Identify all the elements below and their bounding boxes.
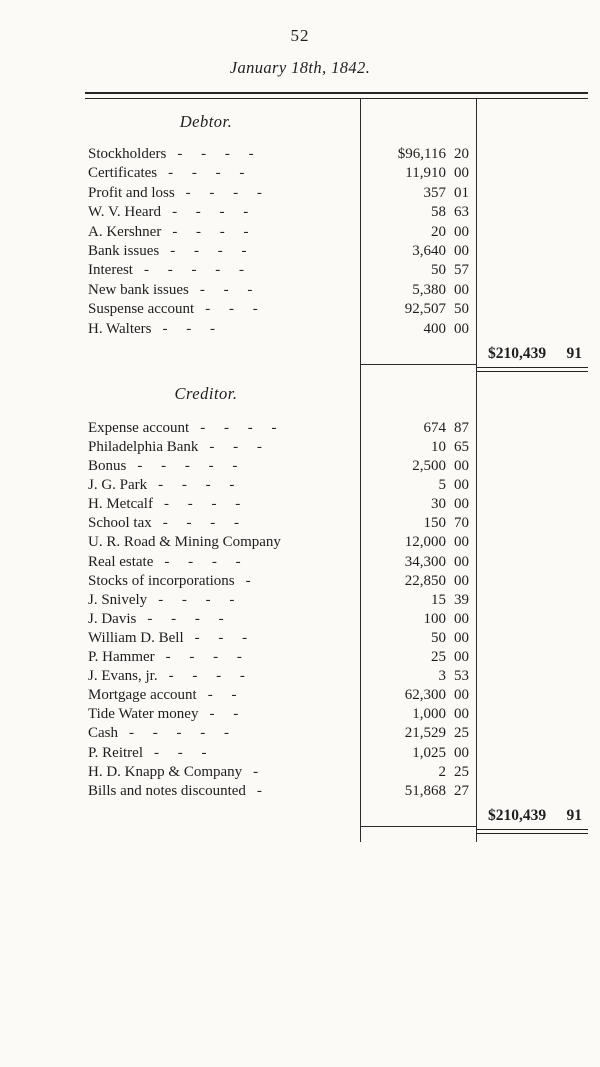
- amount-cents: 00: [454, 706, 469, 723]
- account-cell: [85, 763, 360, 782]
- creditor-total-dollars: $210,439: [488, 806, 547, 824]
- dash-leaders: - -: [207, 687, 237, 704]
- debtor-total: [477, 342, 588, 365]
- amount-cents: 00: [454, 320, 469, 337]
- amount-dollars: 2: [438, 763, 446, 780]
- dash-leaders: - - - -: [165, 649, 242, 666]
- amount-cents: 00: [454, 572, 469, 589]
- account-name: Cash: [88, 725, 118, 742]
- debtor-total-row: [85, 339, 588, 365]
- amount-cell: [360, 724, 477, 743]
- account-name: P. Reitrel: [88, 744, 143, 761]
- amount-dollars: 357: [423, 184, 446, 201]
- account-cell: [85, 145, 360, 164]
- account-cell: [85, 203, 360, 222]
- amount-dollars: 5,380: [412, 281, 446, 298]
- account-cell: [85, 705, 360, 724]
- amount-dollars: 5: [438, 477, 446, 494]
- dash-leaders: - -: [209, 706, 239, 723]
- ledger-row: [85, 164, 588, 183]
- account-cell: [85, 300, 360, 319]
- account-cell: [85, 514, 360, 533]
- totals-cell: [477, 591, 588, 610]
- ledger-row: [85, 553, 588, 572]
- ledger-row: [85, 667, 588, 686]
- amount-cents: 01: [454, 184, 469, 201]
- spacer-row: [85, 375, 588, 383]
- totals-cell: [477, 572, 588, 591]
- page-number: 52: [290, 26, 310, 45]
- ledger-table: [85, 92, 588, 842]
- account-name: H. Metcalf: [88, 496, 153, 513]
- amount-cents: 00: [454, 629, 469, 646]
- amount-dollars: 50: [431, 629, 446, 646]
- amount-cell: [360, 514, 477, 533]
- totals-cell: [477, 261, 588, 280]
- dash-leaders: - - -: [209, 439, 262, 455]
- dash-leaders: -: [256, 782, 262, 799]
- amount-cents: 00: [454, 496, 469, 513]
- amount-dollars: 50: [431, 262, 446, 279]
- account-name: W. V. Heard: [88, 204, 162, 221]
- amount-dollars: 15: [431, 591, 446, 608]
- amount-cell: [360, 782, 477, 801]
- amount-cell: [360, 763, 477, 782]
- amount-cell: [360, 320, 477, 339]
- amount-dollars: 3: [438, 668, 446, 685]
- amount-cell: [360, 476, 477, 495]
- debtor-closing-rule: [360, 339, 477, 365]
- dash-leaders: - - - -: [200, 419, 277, 436]
- account-name: Bank issues: [88, 242, 160, 259]
- amount-cell: [360, 686, 477, 705]
- amount-cents: 87: [454, 419, 469, 436]
- amount-cell: [360, 261, 477, 280]
- amount-dollars: 150: [423, 515, 446, 532]
- amount-dollars: 34,300: [404, 553, 446, 570]
- amount-cell: [360, 610, 477, 629]
- totals-cell: [477, 724, 588, 743]
- account-name: U. R. Road & Mining Company: [88, 534, 281, 551]
- dash-leaders: - - - - -: [129, 725, 229, 742]
- amount-cents: 25: [454, 725, 469, 742]
- ledger-row: [85, 572, 588, 591]
- account-cell: [85, 184, 360, 203]
- ledger-row: [85, 457, 588, 476]
- amount-cell: [360, 495, 477, 514]
- amount-cell: [360, 242, 477, 261]
- account-name: Stockholders: [88, 146, 167, 162]
- account-name: H. Walters: [88, 320, 152, 337]
- totals-cell: [477, 320, 588, 339]
- account-cell: [85, 744, 360, 763]
- dash-leaders: - - - - -: [137, 458, 238, 475]
- account-cell: [85, 261, 360, 280]
- account-cell: [85, 533, 360, 552]
- totals-cell: [477, 553, 588, 572]
- account-cell: [85, 438, 360, 457]
- amount-dollars: 1,000: [412, 706, 446, 723]
- ledger-row: [85, 281, 588, 300]
- amount-cell: [360, 438, 477, 457]
- creditor-heading-row: [85, 383, 588, 405]
- account-name: Bonus: [88, 458, 127, 475]
- account-cell: [85, 419, 360, 438]
- spacer-row: [85, 133, 588, 145]
- debtor-entries: [85, 145, 588, 339]
- account-name: William D. Bell: [88, 629, 184, 646]
- debtor-heading: Debtor.: [179, 112, 233, 131]
- dash-leaders: - - -: [194, 629, 248, 646]
- totals-cell: [477, 184, 588, 203]
- debtor-total-dollars: $210,439: [488, 344, 547, 362]
- dash-leaders: -: [245, 572, 251, 589]
- ledger-row: [85, 591, 588, 610]
- amount-cents: 00: [454, 242, 469, 259]
- amount-cents: 00: [454, 534, 469, 551]
- ledger-row: [85, 184, 588, 203]
- amount-cents: 00: [454, 610, 469, 627]
- dash-leaders: - - - -: [168, 668, 245, 685]
- ledger-row: [85, 629, 588, 648]
- amount-cell: [360, 705, 477, 724]
- amount-cents: 20: [454, 146, 469, 162]
- amount-cell: [360, 184, 477, 203]
- amount-cents: 00: [454, 458, 469, 475]
- totals-cell: [477, 242, 588, 261]
- dash-leaders: - - - -: [162, 515, 239, 532]
- amount-dollars: 100: [423, 610, 446, 627]
- account-cell: [85, 782, 360, 801]
- totals-cell: [477, 514, 588, 533]
- amount-cell: [360, 744, 477, 763]
- ledger-row: [85, 705, 588, 724]
- totals-cell: [477, 629, 588, 648]
- date-heading: January 18th, 1842.: [229, 58, 371, 77]
- amount-cents: 00: [454, 687, 469, 704]
- account-cell: [85, 476, 360, 495]
- account-cell: [85, 667, 360, 686]
- totals-cell: [477, 300, 588, 319]
- account-cell: [85, 553, 360, 572]
- amount-dollars: 20: [431, 223, 446, 240]
- account-name: Profit and loss: [88, 184, 175, 201]
- amount-dollars: 12,000: [404, 534, 446, 551]
- totals-cell: [477, 648, 588, 667]
- totals-cell: [477, 744, 588, 763]
- debtor-total-cents: 91: [566, 344, 582, 362]
- totals-cell: [477, 476, 588, 495]
- creditor-total-cents: 91: [566, 806, 582, 824]
- amount-dollars: $96,116: [397, 146, 446, 162]
- amount-cents: 53: [454, 668, 469, 685]
- ledger-row: [85, 495, 588, 514]
- dash-leaders: - - - -: [177, 146, 254, 162]
- amount-cell: [360, 667, 477, 686]
- amount-cents: 65: [454, 439, 469, 455]
- amount-cents: 70: [454, 515, 469, 532]
- account-cell: [85, 242, 360, 261]
- totals-cell: [477, 667, 588, 686]
- amount-cents: 00: [454, 281, 469, 298]
- ledger-row: [85, 145, 588, 164]
- account-name: Stocks of incorporations: [88, 572, 235, 589]
- dash-leaders: - - -: [162, 320, 216, 337]
- account-name: J. G. Park: [88, 477, 148, 494]
- amount-cents: 57: [454, 262, 469, 279]
- totals-cell: [477, 495, 588, 514]
- amount-dollars: 25: [431, 649, 446, 666]
- amount-cents: 27: [454, 782, 469, 799]
- account-cell: [85, 457, 360, 476]
- spacer-row: [85, 837, 588, 842]
- dash-leaders: - - - -: [164, 553, 241, 570]
- dash-leaders: - - -: [154, 744, 207, 761]
- account-cell: [85, 724, 360, 743]
- amount-dollars: 674: [423, 419, 446, 436]
- amount-cents: 00: [454, 223, 469, 240]
- amount-cents: 25: [454, 763, 469, 780]
- amount-dollars: 51,868: [404, 782, 446, 799]
- account-name: J. Evans, jr.: [88, 668, 158, 685]
- creditor-heading: Creditor.: [174, 383, 238, 403]
- ledger-row: [85, 763, 588, 782]
- amount-cell: [360, 145, 477, 164]
- amount-dollars: 30: [431, 496, 446, 513]
- amount-cell: [360, 457, 477, 476]
- amount-cell: [360, 203, 477, 222]
- dash-leaders: - - - -: [163, 496, 241, 513]
- account-name: J. Snively: [88, 591, 148, 608]
- amount-cents: 00: [454, 744, 469, 761]
- ledger-row: [85, 203, 588, 222]
- amount-dollars: 22,850: [404, 572, 446, 589]
- dash-leaders: - - - -: [147, 610, 224, 627]
- amount-dollars: 400: [423, 320, 446, 337]
- amount-cents: 00: [454, 649, 469, 666]
- account-name: Suspense account: [88, 301, 195, 318]
- totals-cell: [477, 686, 588, 705]
- ledger-row: [85, 744, 588, 763]
- dash-leaders: - - - -: [168, 165, 245, 182]
- creditor-total: [477, 804, 588, 827]
- amount-cell: [360, 281, 477, 300]
- amount-cell: [360, 223, 477, 242]
- top-double-rule: [85, 92, 588, 99]
- amount-cell: [360, 533, 477, 552]
- amount-dollars: 2,500: [412, 458, 446, 475]
- debtor-total-double-rule: [477, 367, 588, 372]
- totals-cell: [477, 705, 588, 724]
- amount-dollars: 21,529: [404, 725, 446, 742]
- debtor-heading-row: [85, 111, 588, 133]
- ledger-row: [85, 242, 588, 261]
- account-cell: [85, 164, 360, 183]
- amount-dollars: 3,640: [412, 242, 446, 259]
- account-cell: [85, 320, 360, 339]
- totals-cell: [477, 438, 588, 457]
- amount-cell: [360, 572, 477, 591]
- totals-cell: [477, 610, 588, 629]
- totals-cell: [477, 223, 588, 242]
- account-name: School tax: [88, 515, 152, 532]
- debtor-total-rule-row: [85, 365, 588, 375]
- ledger-row: [85, 320, 588, 339]
- account-name: J. Davis: [88, 610, 137, 627]
- totals-cell: [477, 457, 588, 476]
- creditor-total-rule-row: [85, 827, 588, 837]
- totals-cell: [477, 145, 588, 164]
- account-cell: [85, 223, 360, 242]
- dash-leaders: - - - -: [170, 242, 247, 259]
- account-name: Real estate: [88, 553, 154, 570]
- ledger-row: [85, 261, 588, 280]
- dash-leaders: - - -: [199, 281, 253, 298]
- amount-dollars: 1,025: [412, 744, 446, 761]
- account-cell: [85, 629, 360, 648]
- amount-cell: [360, 300, 477, 319]
- account-name: Bills and notes discounted: [88, 782, 246, 799]
- ledger-row: [85, 648, 588, 667]
- ledger-row: [85, 476, 588, 495]
- amount-cents: 50: [454, 301, 469, 318]
- dash-leaders: -: [253, 763, 259, 780]
- amount-cents: 39: [454, 591, 469, 608]
- creditor-closing-rule: [360, 801, 477, 827]
- ledger-row: [85, 419, 588, 438]
- totals-cell: [477, 419, 588, 438]
- creditor-total-double-rule: [477, 829, 588, 834]
- ledger-row: [85, 782, 588, 801]
- totals-cell: [477, 164, 588, 183]
- ledger-row: [85, 438, 588, 457]
- amount-cell: [360, 164, 477, 183]
- amount-cell: [360, 553, 477, 572]
- account-name: Tide Water money: [88, 706, 199, 723]
- spacer-row: [85, 405, 588, 419]
- amount-cell: [360, 648, 477, 667]
- dash-leaders: - - - -: [172, 204, 249, 221]
- account-name: P. Hammer: [88, 649, 155, 666]
- account-name: New bank issues: [88, 281, 189, 298]
- account-name: Interest: [88, 262, 133, 279]
- amount-cents: 00: [454, 553, 469, 570]
- totals-cell: [477, 763, 588, 782]
- creditor-total-row: [85, 801, 588, 827]
- account-cell: [85, 572, 360, 591]
- ledger-row: [85, 724, 588, 743]
- amount-dollars: 11,910: [405, 165, 446, 182]
- amount-dollars: 62,300: [404, 687, 446, 704]
- dash-leaders: - - - -: [185, 184, 262, 201]
- totals-cell: [477, 782, 588, 801]
- ledger-row: [85, 514, 588, 533]
- ledger-row: [85, 300, 588, 319]
- account-name: A. Kershner: [88, 223, 162, 240]
- dash-leaders: - - - -: [158, 591, 235, 608]
- totals-cell: [477, 281, 588, 300]
- account-cell: [85, 648, 360, 667]
- spacer-row: [85, 99, 588, 111]
- account-name: Expense account: [88, 419, 190, 436]
- amount-cell: [360, 591, 477, 610]
- amount-dollars: 58: [431, 204, 446, 221]
- amount-cents: 00: [454, 477, 469, 494]
- account-cell: [85, 610, 360, 629]
- dash-leaders: - - -: [205, 301, 258, 318]
- account-name: Philadelphia Bank: [88, 439, 199, 455]
- account-cell: [85, 495, 360, 514]
- ledger-row: [85, 610, 588, 629]
- totals-cell: [477, 203, 588, 222]
- ledger-row: [85, 686, 588, 705]
- dash-leaders: - - - - -: [143, 262, 244, 279]
- amount-cell: [360, 419, 477, 438]
- amount-cell: [360, 629, 477, 648]
- amount-cents: 00: [454, 165, 469, 182]
- dash-leaders: - - - -: [158, 477, 235, 494]
- account-cell: [85, 591, 360, 610]
- dash-leaders: - - - -: [172, 223, 249, 240]
- account-cell: [85, 281, 360, 300]
- amount-dollars: 92,507: [404, 301, 446, 318]
- account-cell: [85, 686, 360, 705]
- amount-cents: 63: [454, 204, 469, 221]
- amount-dollars: 10: [431, 439, 446, 455]
- creditor-entries: [85, 419, 588, 801]
- account-name: Mortgage account: [88, 687, 197, 704]
- account-name: Certificates: [88, 165, 158, 182]
- ledger-row: [85, 223, 588, 242]
- totals-cell: [477, 533, 588, 552]
- account-name: H. D. Knapp & Company: [88, 763, 243, 780]
- ledger-row: [85, 533, 588, 552]
